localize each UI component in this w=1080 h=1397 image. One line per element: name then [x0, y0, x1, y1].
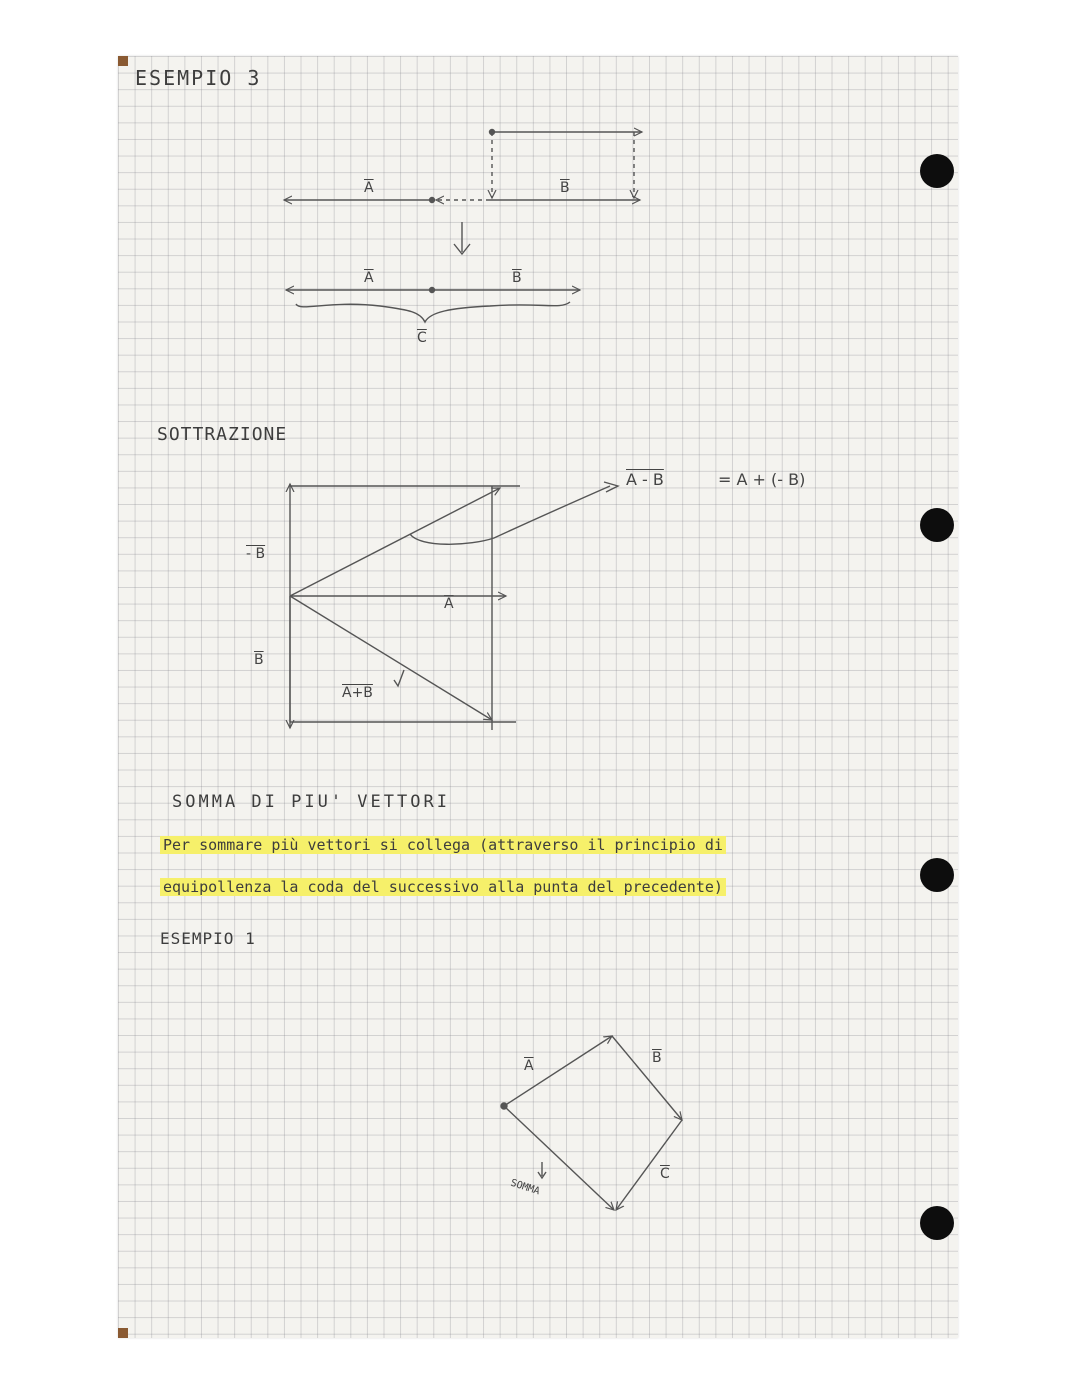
label-minus-b: - B — [246, 546, 266, 562]
down-arrow — [454, 222, 470, 254]
title-esempio-1: ESEMPIO 1 — [160, 929, 256, 948]
label-b: $\overline{B}$ — [254, 652, 264, 668]
vector-ex1-b — [612, 1036, 682, 1120]
formula-a-minus-b: A - B — [626, 470, 664, 489]
formula-equals: = A + (- B) — [718, 470, 806, 489]
point — [501, 1103, 507, 1109]
brace-c — [296, 302, 570, 322]
label-vector-c: $\overline{C}$ — [417, 330, 427, 346]
callout-curve — [410, 486, 610, 544]
title-esempio-3: ESEMPIO 3 — [135, 66, 262, 90]
label-vector-b-top: $\overline{B}$ — [560, 180, 570, 196]
label-a: $\overline{A}$ — [444, 596, 454, 612]
label-ex1-c: $\overline{C}$ — [660, 1166, 670, 1182]
vector-ex1-a — [504, 1036, 612, 1106]
label-ex1-b: $\overline{B}$ — [652, 1050, 662, 1066]
vector-ex1-somma — [504, 1106, 614, 1210]
tick-mark — [394, 670, 404, 686]
vector-ex1-c — [616, 1120, 682, 1210]
label-ex1-somma: SOMMA — [509, 1177, 542, 1198]
title-sottrazione: SOTTRAZIONE — [157, 424, 288, 445]
small-down-arrow — [538, 1162, 546, 1178]
label-vector-a-top: $\overline{A}$ — [364, 180, 374, 196]
point — [430, 288, 435, 293]
label-vector-b-bottom: $\overline{B}$ — [512, 270, 522, 286]
highlighted-text: Per sommare più vettori si collega (attraverso il principio di — [160, 836, 726, 854]
vector-sum — [290, 596, 492, 720]
highlighted-text: equipollenza la coda del successivo alla punta del precedente) — [160, 878, 726, 896]
label-ex1-a: $\overline{A}$ — [524, 1058, 534, 1074]
title-somma-piu-vettori: SOMMA DI PIU' VETTORI — [172, 792, 450, 812]
label-a-plus-b: A+B — [342, 685, 373, 701]
label-vector-a-bottom: $\overline{A}$ — [364, 270, 374, 286]
vector-diff — [290, 488, 500, 596]
point — [430, 198, 435, 203]
point — [490, 130, 495, 135]
